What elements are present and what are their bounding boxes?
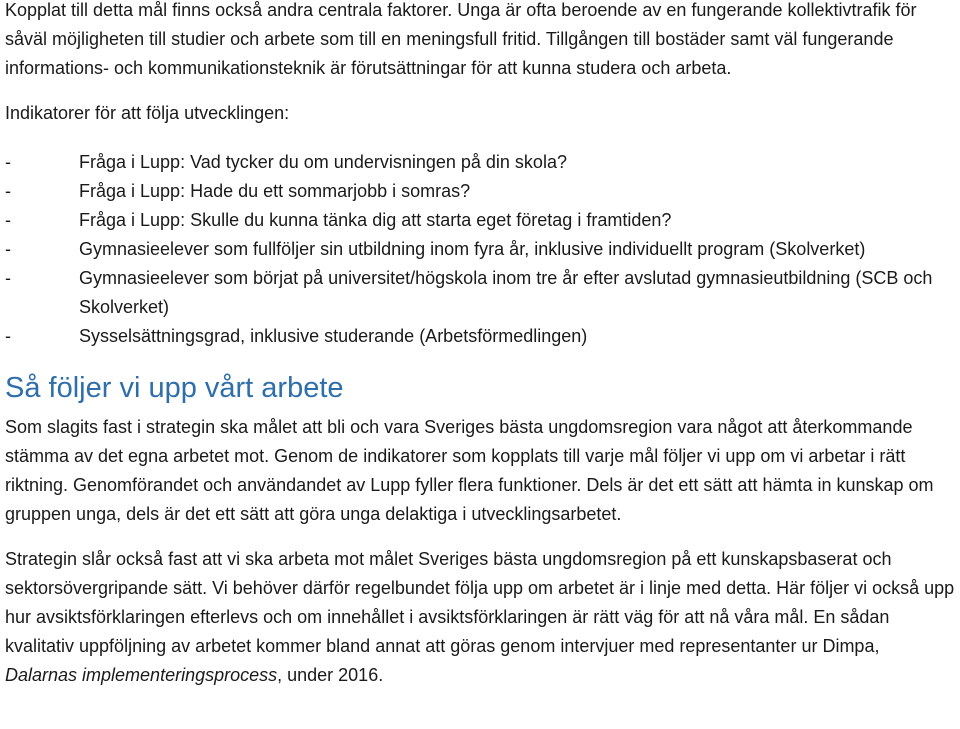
paragraph-text-end: , under 2016. [277,665,384,685]
section-heading: Så följer vi upp vårt arbete [5,372,344,404]
list-dash: - [5,152,11,172]
indicator-item [5,235,955,264]
list-dash: - [5,268,11,288]
indicator-item [5,177,955,206]
list-dash: - [5,326,11,346]
indicator-text: Fråga i Lupp: Hade du ett sommarjobb i somras? [79,181,471,201]
indicator-text: Fråga i Lupp: Vad tycker du om undervisningen på din skola? [79,152,567,172]
body-paragraph-1: Som slagits fast i strategin ska målet att bli och vara Sveriges bästa ungdomsregion vara något att återkommande stämma av det egna arbetet mot. Genom de indikatorer som kopplats till varje mål följer vi upp om vi arbetar i rätt riktning. Genomförandet och användandet av Lupp fyller flera funktioner. Dels är det ett sätt att hämta in kunskap om gruppen unga, dels är det ett sätt att göra unga delaktiga i utvecklingsarbetet. [5,417,934,524]
indicator-item [5,148,955,177]
list-dash: - [5,210,11,230]
document-page [5,0,955,690]
paragraph-text: Strategin slår också fast att vi ska arbeta mot målet Sveriges bästa ungdomsregion på ett kunskapsbaserat och sektorsövergripande sätt. Vi behöver därför regelbundet följa upp om arbetet är i linje med detta. Här följer vi också upp hur avsiktsförklaringen efterlevs och om innehållet i avsiktsförklaringen är rätt väg för att nå våra mål. En sådan kvalitativ uppföljning av arbetet kommer bland annat att göras genom intervjuer med representanter ur Dimpa, [5,549,955,656]
indicator-text: Gymnasieelever som börjat på universitet/högskola inom tre år efter avslutad gymnasieutbildning (SCB och Skolverket) [79,268,933,317]
body-paragraph-2 [5,545,955,690]
italic-process-name: Dalarnas implementeringsprocess [5,665,278,685]
indicator-item [5,206,955,235]
indicator-text: Gymnasieelever som fullföljer sin utbildning inom fyra år, inklusive individuellt program (Skolverket) [79,239,866,259]
indicators-list [5,148,955,351]
intro-paragraph: Kopplat till detta mål finns också andra centrala faktorer. Unga är ofta beroende av en fungerande kollektivtrafik för såväl möjligheten till studier och arbete som till en meningsfull fritid. Tillgången till bostäder samt väl fungerande informations- och kommunikationsteknik är förutsättningar för att kunna studera och arbeta. [5,0,917,78]
list-dash: - [5,239,11,259]
list-dash: - [5,181,11,201]
indicator-item [5,264,955,322]
indicator-text: Sysselsättningsgrad, inklusive studerande (Arbetsförmedlingen) [79,326,588,346]
indicator-item [5,322,955,351]
indicator-text: Fråga i Lupp: Skulle du kunna tänka dig att starta eget företag i framtiden? [79,210,672,230]
indicators-heading: Indikatorer för att följa utvecklingen: [5,103,290,123]
